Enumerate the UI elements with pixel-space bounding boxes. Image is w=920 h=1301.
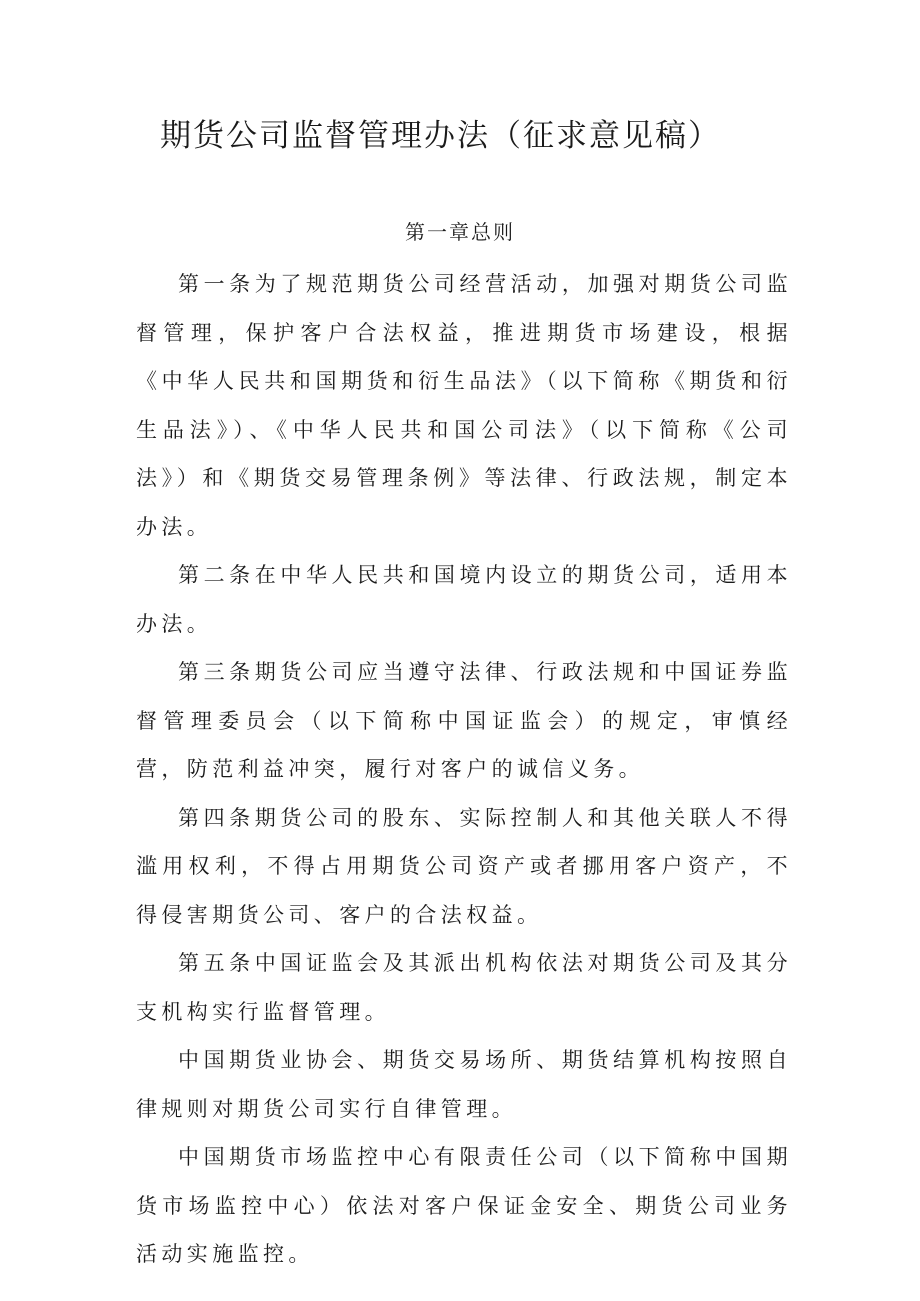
monitoring-center-paragraph: 中国期货市场监控中心有限责任公司（以下简称中国期货市场监控中心）依法对客户保证金安全、期货公司业务活动实施监控。 [136, 1145, 792, 1266]
document-body [136, 260, 792, 1279]
article-2-paragraph: 第二条在中华人民共和国境内设立的期货公司，适用本办法。 [136, 563, 792, 636]
document-title: 期货公司监督管理办法（征求意见稿） [160, 118, 721, 154]
article-5-paragraph: 第五条中国证监会及其派出机构依法对期货公司及其分支机构实行监督管理。 [136, 951, 792, 1024]
article-4-paragraph: 第四条期货公司的股东、实际控制人和其他关联人不得滥用权利，不得占用期货公司资产或者挪用客户资产，不得侵害期货公司、客户的合法权益。 [136, 805, 792, 927]
article-3-paragraph: 第三条期货公司应当遵守法律、行政法规和中国证券监督管理委员会（以下简称中国证监会）的规定，审慎经营，防范利益冲突，履行对客户的诚信义务。 [136, 660, 792, 781]
self-regulation-paragraph: 中国期货业协会、期货交易场所、期货结算机构按照自律规则对期货公司实行自律管理。 [136, 1048, 792, 1121]
chapter-heading: 第一章总则 [405, 220, 515, 244]
article-1-paragraph: 第一条为了规范期货公司经营活动，加强对期货公司监督管理，保护客户合法权益，推进期货市场建设，根据《中华人民共和国期货和衍生品法》（以下简称《期货和衍生品法》）、《中华人民共和国公司法》（以下简称《公司法》）和《期货交易管理条例》等法律、行政法规，制定本办法。 [136, 272, 792, 539]
